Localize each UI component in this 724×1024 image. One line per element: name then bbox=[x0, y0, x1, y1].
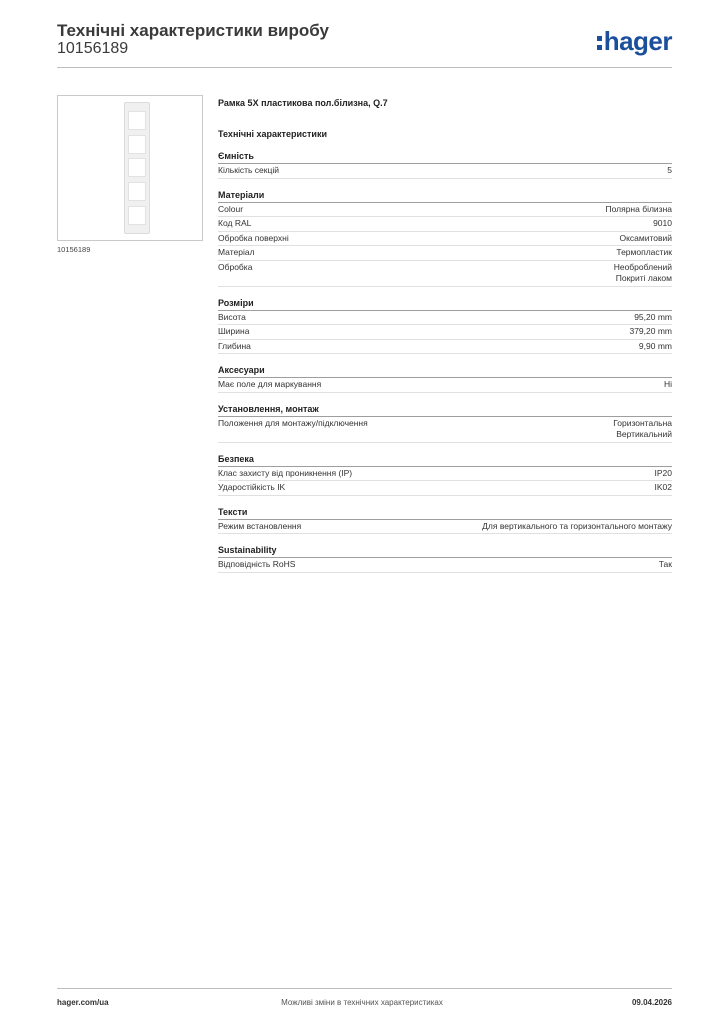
logo-dots-icon bbox=[597, 36, 602, 50]
spec-value-line: 9010 bbox=[653, 218, 672, 228]
spec-value-line: Полярна білизна bbox=[605, 203, 672, 214]
product-image bbox=[57, 95, 203, 241]
spec-section bbox=[218, 544, 672, 573]
spec-section bbox=[218, 364, 672, 393]
spec-row bbox=[218, 378, 672, 393]
spec-value bbox=[614, 262, 672, 285]
spec-section bbox=[218, 150, 672, 179]
footer-website-link[interactable]: hager.com/ua bbox=[57, 998, 109, 1007]
section-heading: Матеріали bbox=[218, 189, 672, 203]
footer-date: 09.04.2026 bbox=[631, 998, 672, 1007]
spec-value-line: 95,20 mm bbox=[634, 311, 672, 322]
spec-value-line: IK02 bbox=[654, 482, 672, 492]
spec-value-line: 379,20 mm bbox=[629, 326, 672, 336]
spec-row bbox=[218, 261, 672, 287]
section-heading: Безпека bbox=[218, 453, 672, 467]
spec-value bbox=[482, 521, 672, 533]
spec-label: Обробка поверхні bbox=[218, 232, 289, 243]
frame-slot bbox=[128, 111, 146, 130]
spec-value bbox=[664, 379, 672, 391]
spec-value-line: Ні bbox=[663, 379, 672, 389]
spec-row bbox=[218, 246, 672, 261]
spec-label: Ударостійкість IK bbox=[218, 482, 286, 492]
spec-value bbox=[655, 468, 673, 480]
spec-row bbox=[218, 417, 672, 443]
spec-label: Висота bbox=[218, 311, 246, 322]
frame-5x-image bbox=[124, 102, 150, 234]
spec-value bbox=[639, 341, 672, 353]
product-name: Рамка 5Х пластикова пол.білизна, Q.7 bbox=[218, 98, 388, 108]
spec-label: Обробка bbox=[218, 261, 253, 272]
spec-value bbox=[629, 326, 672, 338]
spec-section bbox=[218, 297, 672, 355]
spec-value-line: IP20 bbox=[654, 467, 672, 478]
section-heading: Аксесуари bbox=[218, 364, 672, 378]
spec-value-line: 9,90 mm bbox=[638, 340, 672, 351]
tech-specs-heading: Технічні характеристики bbox=[218, 129, 327, 139]
spec-row bbox=[218, 311, 672, 326]
spec-section bbox=[218, 403, 672, 443]
spec-section bbox=[218, 189, 672, 287]
spec-value bbox=[659, 559, 672, 571]
spec-value bbox=[605, 204, 672, 216]
spec-label: Відповідність RoHS bbox=[218, 559, 296, 569]
spec-row bbox=[218, 325, 672, 340]
section-heading: Тексти bbox=[218, 506, 672, 520]
frame-slot bbox=[128, 206, 146, 225]
section-heading: Sustainability bbox=[218, 544, 672, 558]
spec-value-line: Горизонтальна bbox=[613, 417, 672, 428]
frame-slot bbox=[128, 135, 146, 154]
spec-label: Colour bbox=[218, 203, 244, 214]
spec-value bbox=[634, 312, 672, 324]
spec-value bbox=[616, 247, 672, 259]
spec-label: Кількість секцій bbox=[218, 165, 279, 175]
logo-text: hager bbox=[603, 26, 672, 56]
spec-label: Положення для монтажу/підключення bbox=[218, 417, 368, 428]
spec-row bbox=[218, 232, 672, 247]
spec-value bbox=[655, 482, 673, 494]
spec-row bbox=[218, 340, 672, 355]
spec-label: Матеріал bbox=[218, 247, 255, 257]
spec-value-line: Оксамитовий bbox=[619, 232, 672, 243]
spec-value-line: Покриті лаком bbox=[615, 273, 672, 283]
spec-value-line: Необроблений bbox=[613, 261, 672, 272]
spec-label: Режим встановлення bbox=[218, 520, 302, 531]
spec-row bbox=[218, 164, 672, 179]
spec-value-line: Для вертикального та горизонтального монтажу bbox=[482, 520, 672, 531]
spec-label: Ширина bbox=[218, 326, 250, 336]
spec-row bbox=[218, 217, 672, 232]
spec-row bbox=[218, 467, 672, 482]
spec-sections bbox=[218, 150, 672, 573]
page-title: Технічні характеристики виробу bbox=[57, 21, 329, 40]
section-heading: Розміри bbox=[218, 297, 672, 311]
spec-value bbox=[613, 418, 672, 441]
spec-content bbox=[218, 97, 672, 573]
spec-section bbox=[218, 506, 672, 535]
footer-divider bbox=[57, 988, 672, 989]
spec-row bbox=[218, 520, 672, 535]
spec-value-line: Так bbox=[658, 559, 672, 569]
section-heading: Установлення, монтаж bbox=[218, 403, 672, 417]
spec-label: Код RAL bbox=[218, 218, 252, 228]
spec-label: Клас захисту від проникнення (IP) bbox=[218, 467, 353, 478]
spec-value-line: Вертикальний bbox=[616, 429, 672, 439]
spec-label: Має поле для маркування bbox=[218, 379, 322, 389]
frame-slot bbox=[128, 182, 146, 201]
product-image-caption: 10156189 bbox=[57, 245, 91, 254]
spec-label: Глибина bbox=[218, 340, 251, 351]
frame-slot bbox=[128, 158, 146, 177]
header-divider bbox=[57, 67, 672, 68]
spec-row bbox=[218, 203, 672, 218]
spec-value-line: Термопластик bbox=[616, 247, 672, 257]
spec-value bbox=[653, 218, 672, 230]
spec-value bbox=[619, 233, 672, 245]
footer-disclaimer: Можливі зміни в технічних характеристиках bbox=[281, 998, 443, 1007]
spec-value bbox=[667, 165, 672, 177]
product-number: 10156189 bbox=[57, 40, 129, 57]
spec-row bbox=[218, 481, 672, 496]
spec-row bbox=[218, 558, 672, 573]
section-heading: Ємність bbox=[218, 150, 672, 164]
spec-section bbox=[218, 453, 672, 496]
spec-value-line: 5 bbox=[667, 165, 672, 175]
hager-logo[interactable] bbox=[597, 28, 672, 54]
